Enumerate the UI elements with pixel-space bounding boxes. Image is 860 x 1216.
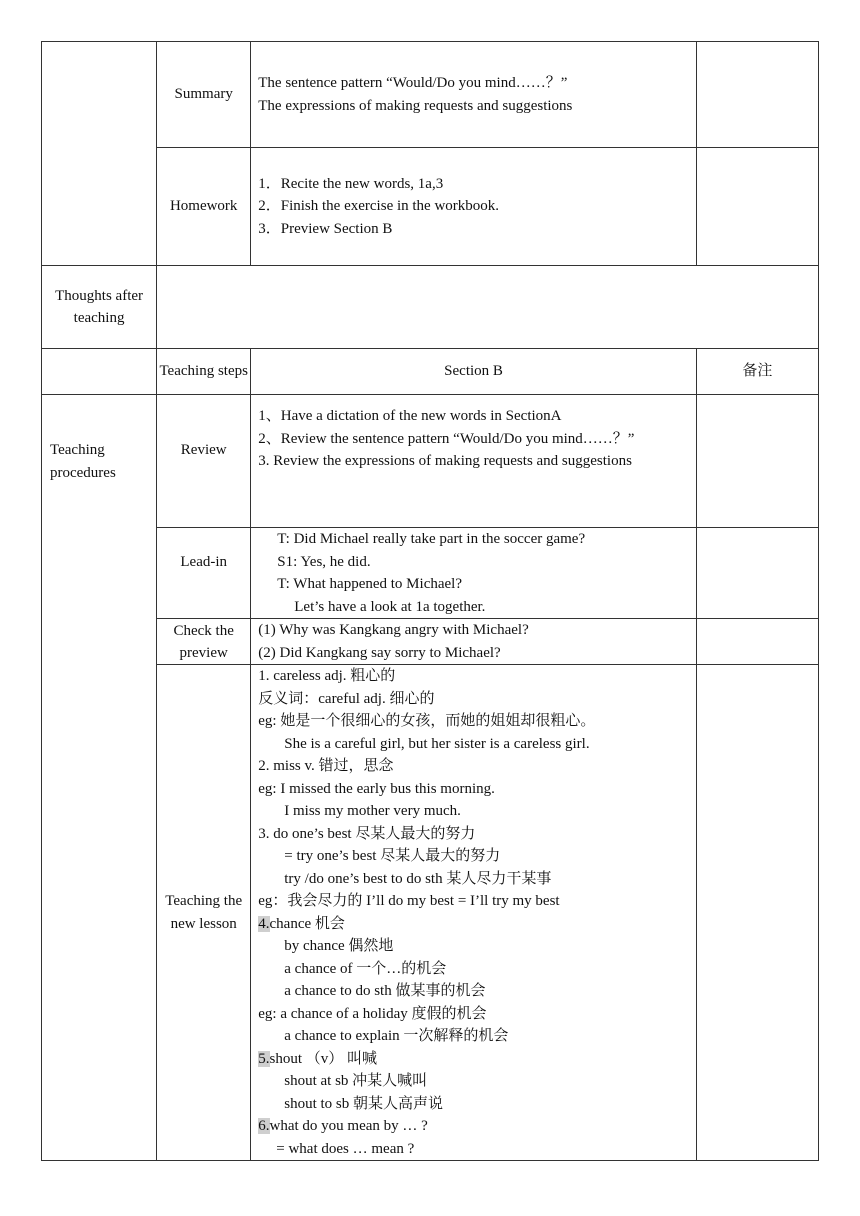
thoughts-label: Thoughts after teaching [42,266,157,349]
summary-line: The sentence pattern “Would/Do you mind……？” [258,75,568,91]
review-content [251,395,697,528]
lesson-line: eg：我会尽力的 I’ll do my best = I’ll try my best [258,893,560,909]
lesson-plan-table [41,41,819,1161]
notes-cell [696,42,818,148]
check-preview-content [251,619,697,665]
leadin-line: S1: Yes, he did. [277,553,371,570]
lesson-line: shout to sb 朝某人高声说 [284,1095,444,1112]
notes-header: 备注 [696,349,818,395]
summary-label: Summary [157,42,251,148]
lesson-line: try /do one’s best to do sth 某人尽力干某事 [284,870,552,887]
review-label: Review [157,395,251,528]
lesson-line: eg: 她是一个很细心的女孩，而她的姐姐却很粗心。 [258,713,596,729]
leadin-label: Lead-in [157,528,251,619]
lesson-line: I miss my mother very much. [284,803,461,819]
lesson-line [258,1048,689,1071]
item-number-highlight: 6. [258,1118,270,1134]
item-number-highlight: 4. [258,915,270,932]
leadin-line: T: What happened to Michael? [277,576,462,592]
empty-cell [42,349,157,395]
empty-cell [42,42,157,266]
lesson-line: a chance to explain 一次解释的机会 [284,1028,509,1044]
lesson-line: She is a careful girl, but her sister is a careless girl. [284,735,590,752]
lesson-line: 3. do one’s best 尽某人最大的努力 [258,825,476,842]
notes-cell [696,665,818,1161]
notes-cell [696,148,818,266]
lesson-text: shout （v） 叫喊 [269,1050,378,1067]
leadin-line: T: Did Michael really take part in the soccer game? [277,531,586,547]
new-lesson-label: Teaching the new lesson [157,665,251,1161]
homework-label: Homework [157,148,251,266]
lesson-line [258,1115,689,1138]
thoughts-content [157,266,819,349]
homework-line: 3．Preview Section B [258,220,393,237]
lesson-line: eg: I missed the early bus this morning. [258,780,495,797]
notes-cell [696,528,818,619]
review-line: 3. Review the expressions of making requests and suggestions [258,453,632,469]
item-number-highlight: 5. [258,1050,270,1067]
lesson-text: chance 机会 [269,915,345,932]
check-line: (2) Did Kangkang say sorry to Michael? [258,644,501,661]
new-lesson-content [251,665,697,1161]
teaching-procedures-label: Teaching procedures [42,395,157,1161]
lesson-line: 2. miss v. 错过，思念 [258,758,394,774]
section-header: Section B [251,349,697,395]
lesson-line: = what does … mean ? [276,1140,415,1157]
lesson-line: a chance of 一个…的机会 [284,960,447,977]
check-line: (1) Why was Kangkang angry with Michael? [258,622,529,638]
lesson-text: what do you mean by … ? [269,1118,428,1134]
lesson-line: 反义词：careful adj. 细心的 [258,690,435,707]
summary-content [251,42,697,148]
leadin-line: Let’s have a look at 1a together. [294,598,486,615]
notes-cell [696,395,818,528]
check-preview-label: Check the preview [157,619,251,665]
lesson-line: shout at sb 冲某人喊叫 [284,1073,428,1089]
lesson-line: a chance to do sth 做某事的机会 [284,983,486,999]
review-line: 1、Have a dictation of the new words in SectionA [258,408,562,424]
lesson-line [258,913,689,936]
lesson-line: eg: a chance of a holiday 度假的机会 [258,1005,487,1022]
summary-line: The expressions of making requests and suggestions [258,97,573,114]
notes-cell [696,619,818,665]
homework-line: 1．Recite the new words, 1a,3 [258,175,444,192]
review-line: 2、Review the sentence pattern “Would/Do you mind……？” [258,430,635,447]
leadin-content [251,528,697,619]
lesson-line: 1. careless adj. 粗心的 [258,668,396,684]
lesson-line: = try one’s best 尽某人最大的努力 [284,848,501,864]
lesson-line: by chance 偶然地 [284,938,394,954]
teaching-steps-header: Teaching steps [157,349,251,395]
homework-content [251,148,697,266]
homework-line: 2．Finish the exercise in the workbook. [258,198,500,215]
